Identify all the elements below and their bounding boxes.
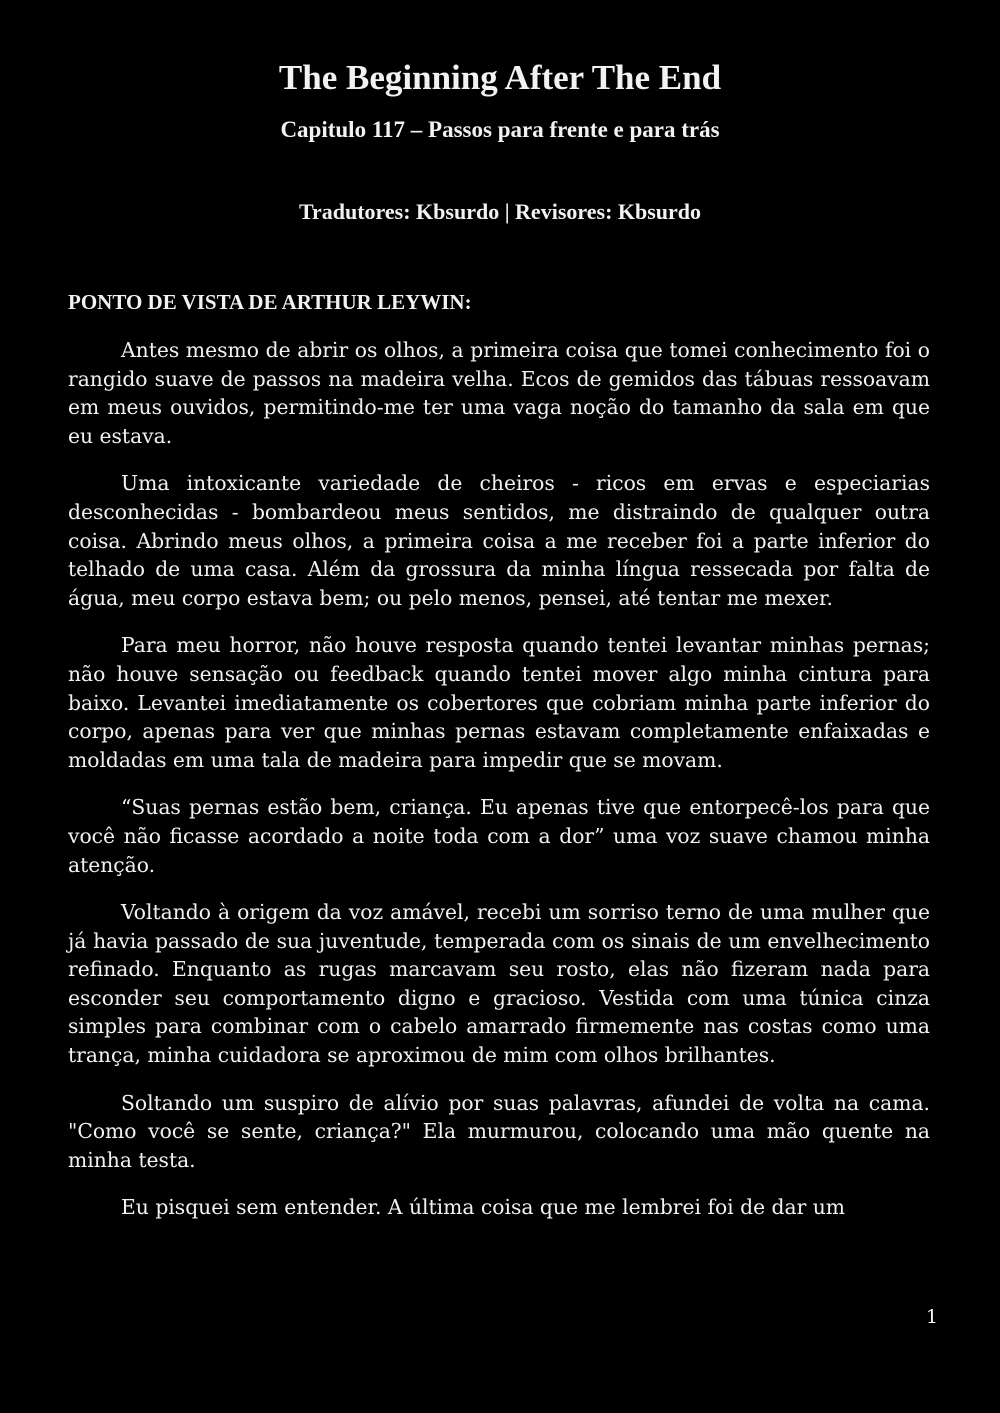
document-title: The Beginning After The End: [278, 58, 722, 97]
paragraph-4: “Suas pernas estão bem, criança. Eu apenas tive que entorpecê-los para que você não ficasse acordado a noite toda com a dor” uma voz suave chamou minha atenção.: [68, 795, 930, 877]
body-text: [68, 336, 930, 1241]
paragraph-7: Eu pisquei sem entender. A última coisa que me lembrei foi de dar um: [121, 1195, 846, 1220]
paragraph-2: Uma intoxicante variedade de cheiros - ricos em ervas e especiarias desconhecidas - bombardeou meus sentidos, me distraindo de qualquer outra coisa. Abrindo meus olhos, a primeira coisa a me receber foi a parte inferior do telhado de uma casa. Além da grossura da minha língua ressecada por falta de água, meu corpo estava bem; ou pelo menos, pensei, até tentar me mexer.: [68, 471, 930, 610]
translator-credits: Tradutores: Kbsurdo | Revisores: Kbsurdo: [298, 199, 702, 224]
paragraph-6: Soltando um suspiro de alívio por suas palavras, afundei de volta na cama. "Como você se sente, criança?" Ela murmurou, colocando uma mão quente na minha testa.: [68, 1090, 930, 1172]
paragraph-5: Voltando à origem da voz amável, recebi um sorriso terno de uma mulher que já havia passado de sua juventude, temperada com os sinais de um envelhecimento refinado. Enquanto as rugas marcavam seu rosto, elas não fizeram nada para esconder seu comportamento digno e gracioso. Vestida com uma túnica cinza simples para combinar com o cabelo amarrado firmemente nas costas como uma trança, minha cuidadora se aproximou de mim com olhos brilhantes.: [68, 900, 930, 1068]
chapter-heading: Capitulo 117 – Passos para frente e para trás: [280, 117, 720, 142]
paragraph-1: Antes mesmo de abrir os olhos, a primeira coisa que tomei conhecimento foi o rangido suave de passos na madeira velha. Ecos de gemidos das tábuas ressoavam em meus ouvidos, permitindo-me ter uma vaga noção do tamanho da sala em que eu estava.: [68, 338, 930, 448]
page-number: 1: [925, 1306, 938, 1328]
paragraph-3: Para meu horror, não houve resposta quando tentei levantar minhas pernas; não houve sensação ou feedback quando tentei mover algo minha cintura para baixo. Levantei imediatamente os cobertores que cobriam minha parte inferior do corpo, apenas para ver que minhas pernas estavam completamente enfaixadas e moldadas em uma tala de madeira para impedir que se movam.: [68, 633, 930, 772]
pov-heading: PONTO DE VISTA DE ARTHUR LEYWIN:: [68, 290, 472, 314]
